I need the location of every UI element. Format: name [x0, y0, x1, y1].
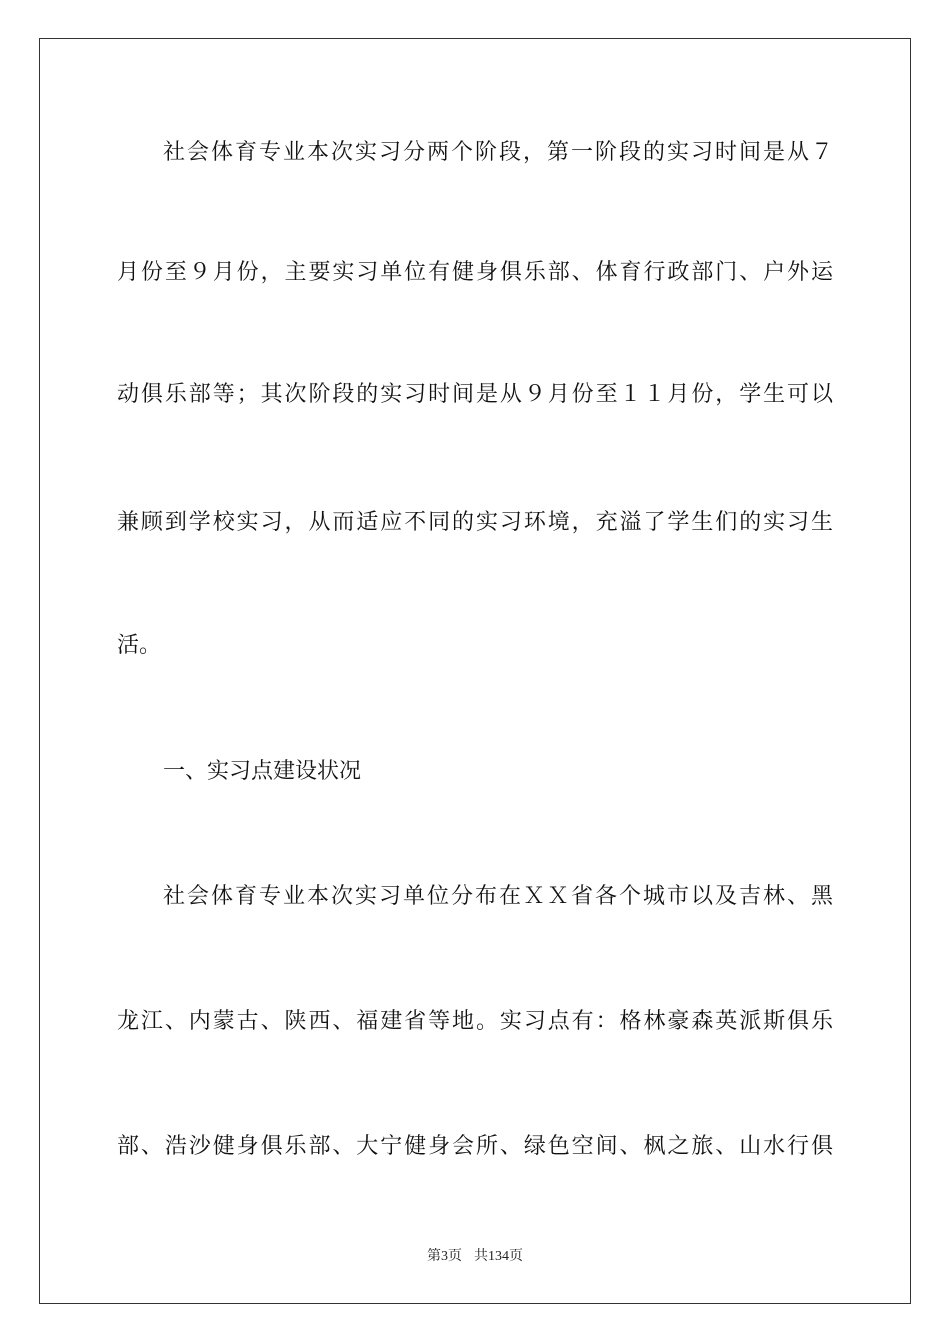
paragraph-1-line-2: 月份至９月份，主要实习单位有健身俱乐部、体育行政部门、户外运 — [117, 260, 833, 285]
paragraph-1-line-5: 活。 — [117, 633, 162, 658]
paragraph-2-line-1: 社会体育专业本次实习单位分布在ＸＸ省各个城市以及吉林、黑 — [163, 884, 833, 909]
page-border — [39, 38, 911, 1304]
paragraph-1-line-4: 兼顾到学校实习，从而适应不同的实习环境，充溢了学生们的实习生 — [117, 510, 833, 535]
paragraph-1-line-1: 社会体育专业本次实习分两个阶段，第一阶段的实习时间是从７ — [163, 140, 833, 165]
page-number: 第3页 — [427, 1249, 462, 1264]
page-total: 共134页 — [474, 1249, 523, 1264]
paragraph-2-line-2: 龙江、内蒙古、陕西、福建省等地。实习点有：格林豪森英派斯俱乐 — [117, 1009, 833, 1034]
paragraph-2-line-3: 部、浩沙健身俱乐部、大宁健身会所、绿色空间、枫之旅、山水行俱 — [117, 1134, 833, 1159]
paragraph-1-line-3: 动俱乐部等；其次阶段的实习时间是从９月份至１１月份，学生可以 — [117, 382, 833, 407]
page-footer — [0, 1247, 950, 1267]
section-heading: 一、实习点建设状况 — [163, 759, 362, 784]
